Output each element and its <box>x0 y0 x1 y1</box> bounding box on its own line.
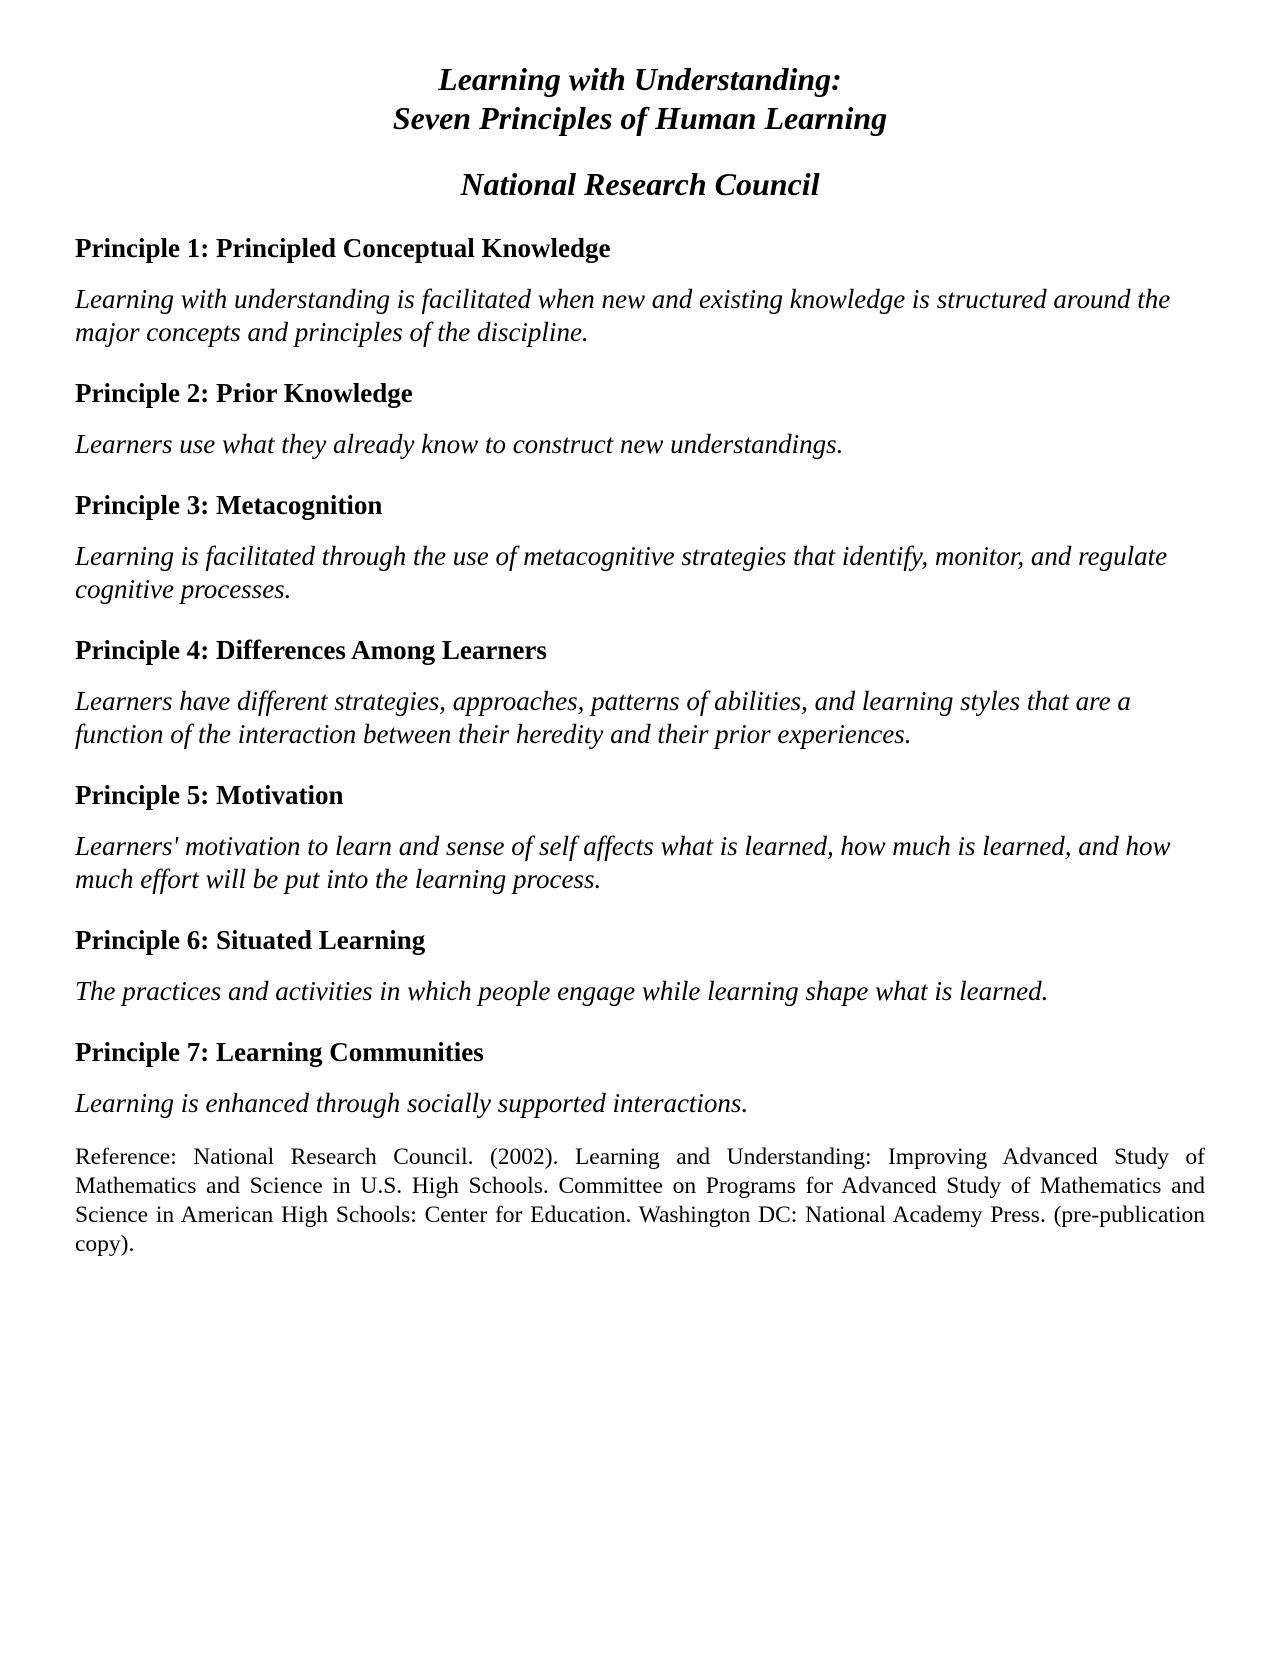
principle-heading: Principle 6: Situated Learning <box>75 925 426 955</box>
principle-5 <box>75 778 1205 896</box>
principle-1 <box>75 231 1205 349</box>
principle-2 <box>75 376 1205 461</box>
principles-list <box>75 231 1205 1120</box>
principle-6 <box>75 923 1205 1008</box>
principle-7 <box>75 1035 1205 1120</box>
principle-text: The practices and activities in which people engage while learning shape what is learned. <box>75 976 1049 1006</box>
principle-heading: Principle 4: Differences Among Learners <box>75 635 547 665</box>
title-line-1: Learning with Understanding: <box>438 61 842 97</box>
principle-text: Learning with understanding is facilitated when new and existing knowledge is structured around the major concepts and principles of the discipline. <box>75 284 1171 347</box>
principle-text: Learning is enhanced through socially supported interactions. <box>75 1088 749 1118</box>
document-title <box>75 60 1205 138</box>
principle-text: Learning is facilitated through the use of metacognitive strategies that identify, monitor, and regulate cognitive processes. <box>75 541 1168 604</box>
organization-name: National Research Council <box>460 166 820 202</box>
reference-citation: Reference: National Research Council. (2002). Learning and Understanding: Improving Advanced Study of Mathematics and Science in U.S. High Schools. Committee on Programs for Advanced Study of Mathematics and Science in American High Schools: Center for Education. Washington DC: National Academy Press. (pre-publication copy). <box>75 1144 1205 1257</box>
principle-3 <box>75 488 1205 606</box>
principle-heading: Principle 2: Prior Knowledge <box>75 378 413 408</box>
title-line-2: Seven Principles of Human Learning <box>392 100 888 136</box>
principle-heading: Principle 7: Learning Communities <box>75 1037 484 1067</box>
principle-heading: Principle 1: Principled Conceptual Knowledge <box>75 233 611 263</box>
document-page <box>75 60 1205 1283</box>
principle-heading: Principle 3: Metacognition <box>75 490 383 520</box>
principle-4 <box>75 633 1205 751</box>
principle-text: Learners have different strategies, approaches, patterns of abilities, and learning styles that are a function of the interaction between their heredity and their prior experiences. <box>75 686 1131 749</box>
principle-text: Learners' motivation to learn and sense of self affects what is learned, how much is learned, and how much effort will be put into the learning process. <box>75 831 1171 894</box>
principle-text: Learners use what they already know to construct new understandings. <box>75 429 844 459</box>
principle-heading: Principle 5: Motivation <box>75 780 344 810</box>
